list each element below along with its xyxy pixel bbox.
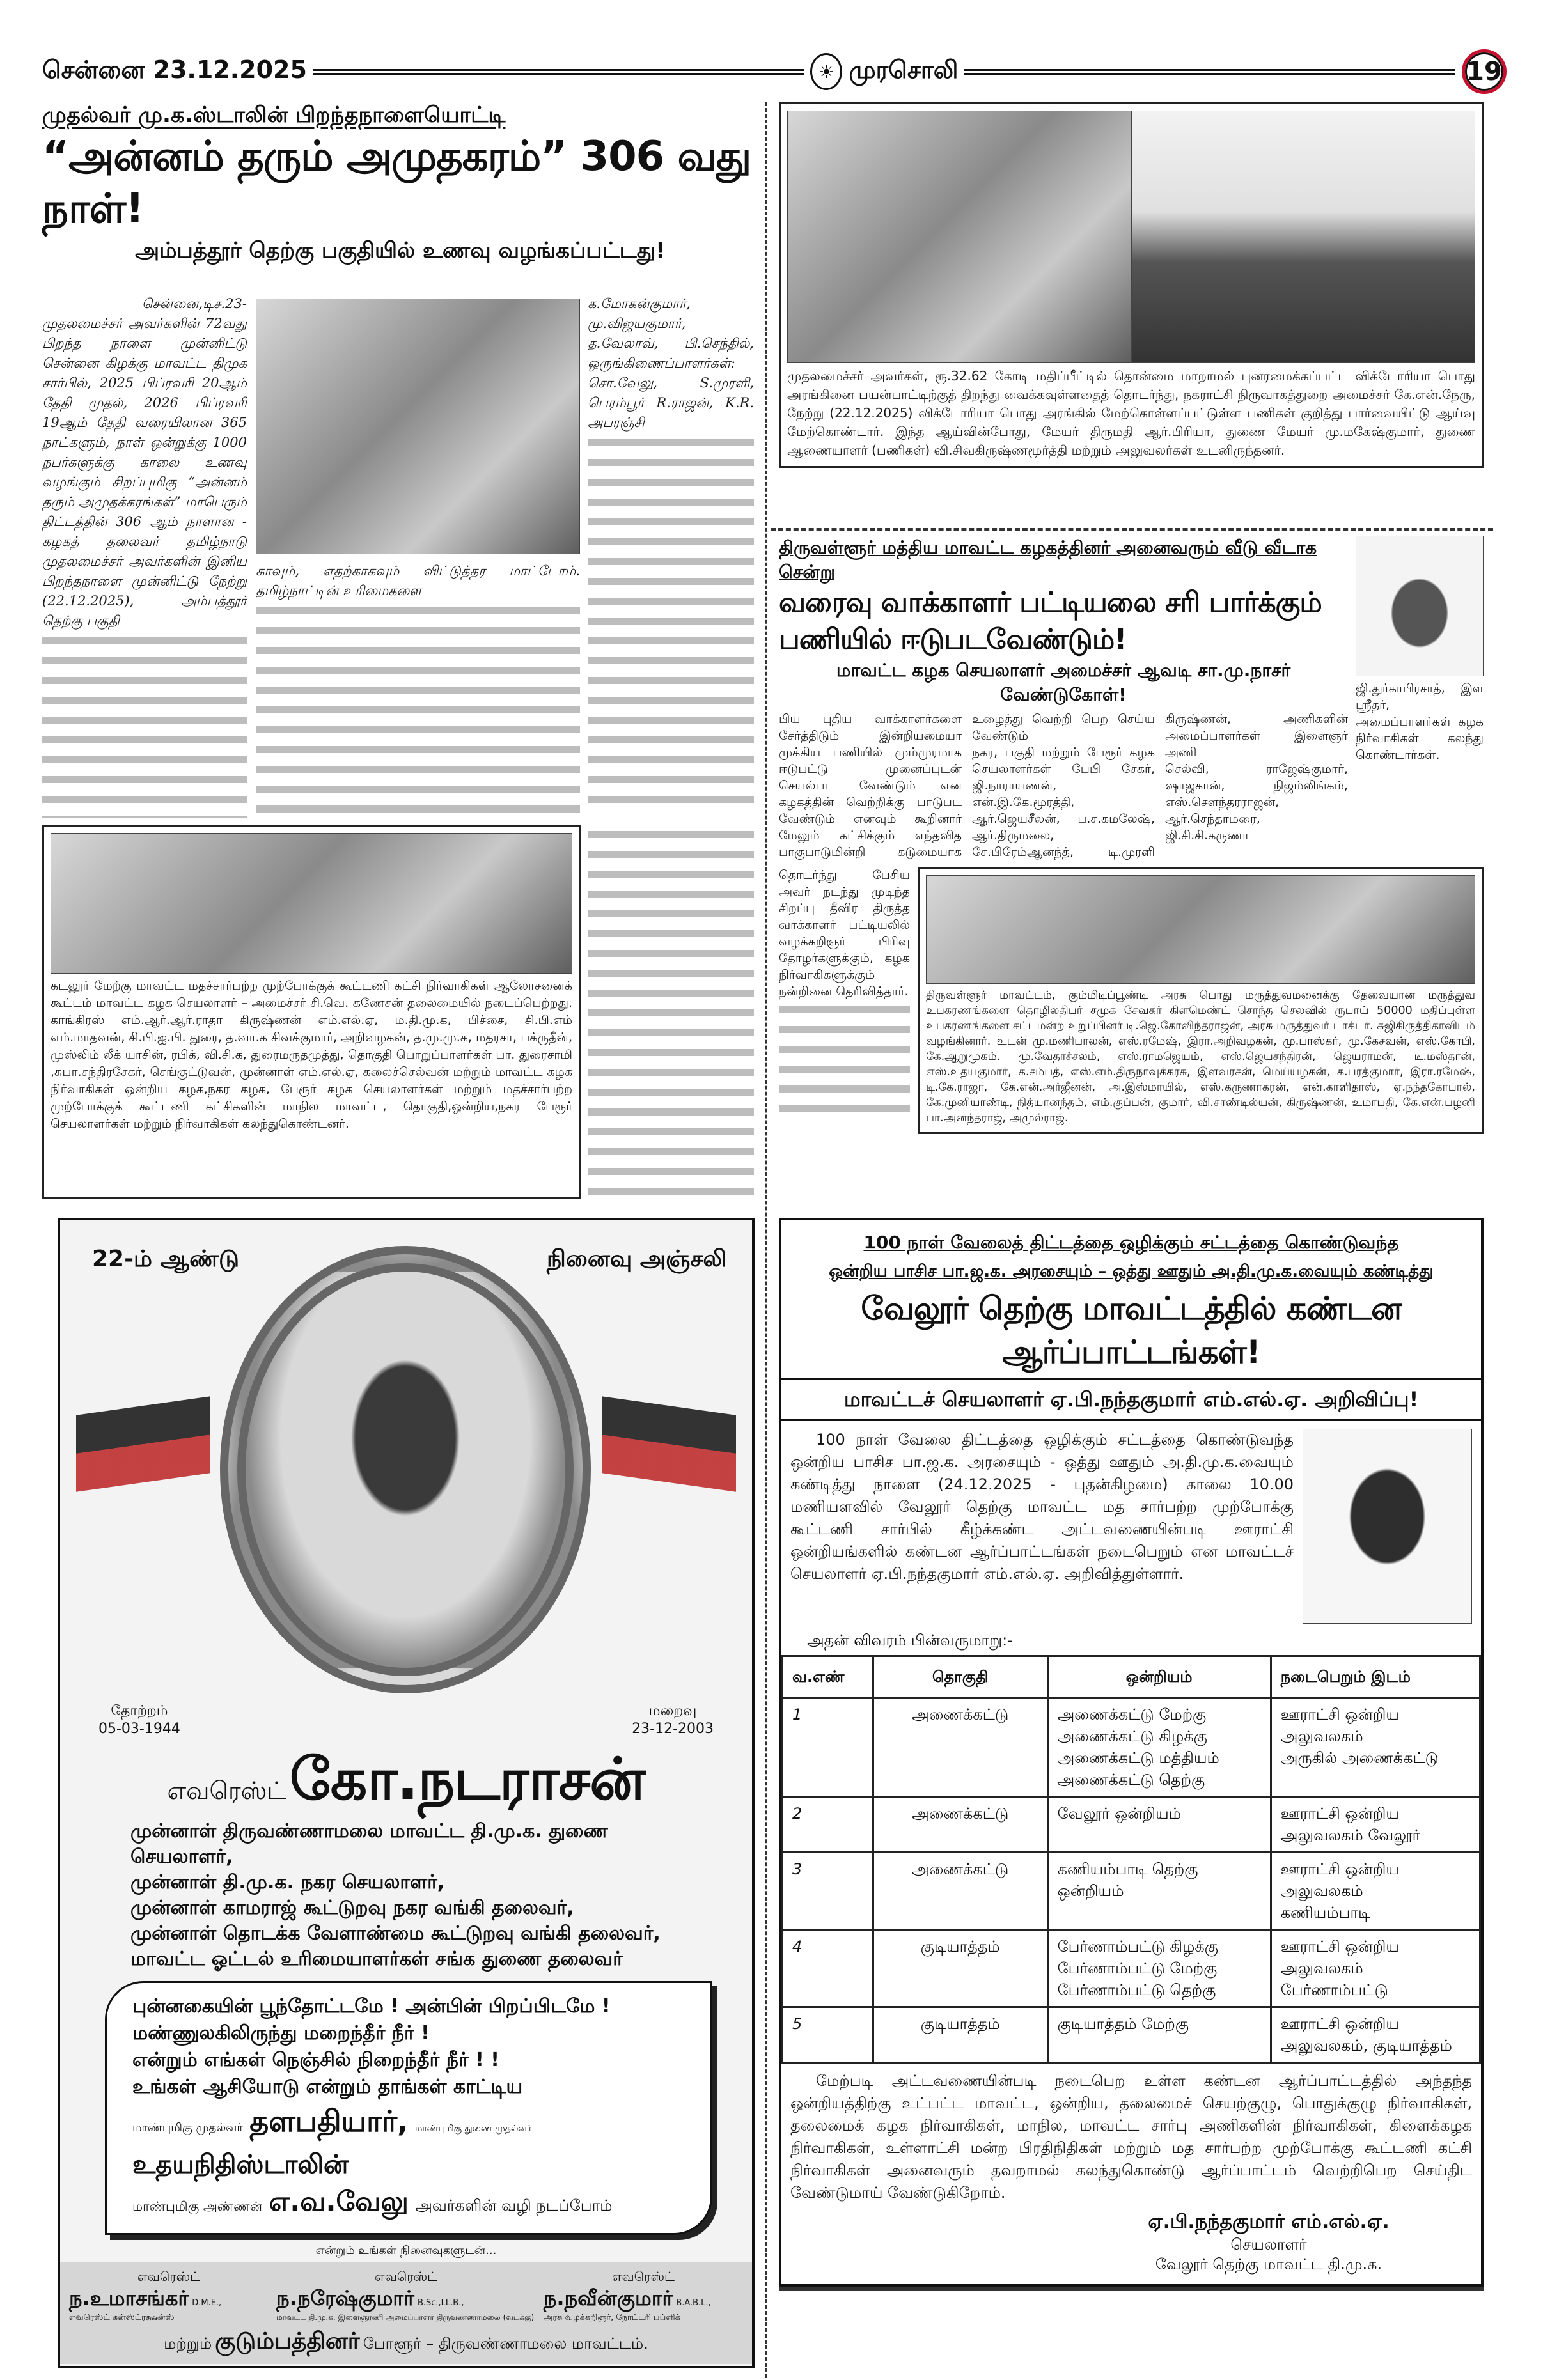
table-header-row [783, 1656, 1480, 1698]
death-value: 23-12-2003 [632, 1721, 714, 1737]
member-prefix: எவரெஸ்ட் [611, 2269, 675, 2284]
member-degree: D.M.E., [192, 2298, 222, 2308]
notice-line1: 100 நாள் வேலைத் திட்டத்தை ஒழிக்கும் சட்டத்தை கொண்டுவந்த [863, 1232, 1399, 1253]
venue-cell: ஊராட்சி ஒன்றிய அலுவலகம் கணியம்பாடி [1271, 1853, 1480, 1930]
death-label: மறைவு [648, 1703, 697, 1719]
constituency-cell: அணைக்கட்டு [873, 1853, 1047, 1930]
article-body: முதலமைச்சர் அவர்களின் 72வது பிறந்த நாளை முன்னிட்டு சென்னை கிழக்கு மாவட்ட திமுக சார்பில், 2025 பிப்ரவரி 20ஆம் தேதி முதல், 2026 பிப்ரவரி 19ஆம் தேதி வரையிலான 365 நாட்களும், நாள் ஒன்றுக்கு 1000 நபர்களுக்கு காலை உணவு வழங்கும் சிறப்புமிகு “அன்னம் தரும் அமுதக்கரங்கள்” மாபெரும் திட்டத்தின் 306 ஆம் நாளான - கழகத் தலைவர் தமிழ்நாடு முதலமைச்சர் அவர்களின் இனிய பிறந்தநாளை முன்னிட்டு நேற்று (22.12.2025), அம்பத்தூர் தெற்கு பகுதி [42, 316, 247, 628]
minister-inspection-photo [787, 111, 1131, 363]
notice-subhead: மாவட்டச் செயலாளர் ஏ.பி.நந்தகுமார் எம்.எல்.ஏ. அறிவிப்பு! [781, 1380, 1481, 1421]
rising-sun-logo-icon: ☀ [810, 53, 842, 90]
dateline: சென்னை,டிச.23- [141, 296, 247, 311]
tribute-line: மண்ணுலகிலிருந்து மறைந்தீர் நீர் ! [132, 2022, 430, 2044]
leader-name: உதயநிதிஸ்டாலின் [132, 2150, 349, 2179]
leaders-row [132, 2185, 685, 2223]
member-degree: B.A.B.L., [676, 2298, 711, 2308]
signoff-place: போளூர் – திருவண்ணாமலை மாவட்டம். [363, 2335, 648, 2353]
member-name: ந.நவீன்குமார் [543, 2286, 673, 2310]
victoria-hall-photo [1131, 111, 1475, 363]
article-body-col3 [588, 294, 754, 818]
article-body-col1 [42, 294, 247, 818]
role-line: மாவட்ட ஓட்டல் உரிமையாளர்கள் சங்க துணை தலைவர் [130, 1948, 623, 1970]
article-main [779, 536, 1348, 860]
edition-date: சென்னை 23.12.2025 [42, 56, 307, 84]
column-dashed-divider [765, 102, 767, 2378]
article-body-col2 [256, 561, 580, 818]
venue-cell: ஊராட்சி ஒன்றிய அலுவலகம் பேர்ணாம்பட்டு [1271, 1930, 1480, 2007]
notice-line2: ஒன்றிய பாசிச பா.ஜ.க. அரசையும் – ஒத்து ஊதும் அ.தி.மு.க.வையும் கண்டித்து [829, 1262, 1434, 1281]
article-text-continued [588, 433, 754, 816]
leader-name: தளபதியார், [249, 2104, 409, 2138]
notice-headline: வேலூர் தெற்கு மாவட்டத்தில் கண்டன ஆர்ப்பாட்டங்கள்! [781, 1283, 1481, 1380]
signoff-text: மற்றும் [164, 2335, 212, 2353]
leader-title: மாண்புமிகு முதல்வர் [132, 2121, 243, 2135]
portrait-photo [246, 1272, 565, 1668]
row-number-cell: 5 [783, 2007, 873, 2063]
memorial-lower [60, 1745, 752, 2364]
member-degree: B.Sc.,LL.B., [417, 2298, 464, 2308]
leader-title: மாண்புமிகு துணை முதல்வர் [415, 2124, 532, 2134]
death-date [632, 1703, 714, 1737]
masthead [42, 52, 1507, 91]
row-number-cell: 2 [783, 1797, 873, 1853]
cuddalore-photo-box [42, 825, 581, 1199]
tribute-line: என்றும் எங்கள் நெஞ்சில் நிறைந்தீர் நீர் ! ! [132, 2049, 499, 2071]
notice-intro: 100 நாள் வேலை திட்டத்தை ஒழிக்கும் சட்டத்தை கொண்டுவந்த ஒன்றிய பாசிச பா.ஜ.க. அரசையும் - ஒத்து ஊதும் அ.தி.மு.க.வையும் கண்டித்து நாளை (24.12.2025 - புதன்கிழமை) காலை 10.00 மணியளவில் வேலூர் தெற்கு மாவட்ட மத சார்பற்ற முற்போக்கு கூட்டணி சார்பில் கீழ்க்கண்ட அட்டவணையின்படி ஊராட்சி ஒன்றியங்களில் கண்டன ஆர்ப்பாட்டங்கள் நடைபெறும் என மாவட்டச் செயலாளர் ஏ.பி.நந்தகுமார் எம்.எல்.ஏ. அறிவித்துள்ளார். [790, 1431, 1294, 1583]
role-line: முன்னாள் தி.மு.க. நகர செயலாளர், [130, 1871, 445, 1894]
union-cell: அணைக்கட்டு மேற்கு அணைக்கட்டு கிழக்கு அணைக்கட்டு மத்தியம் அணைக்கட்டு தெற்கு [1047, 1698, 1271, 1797]
role-line: முன்னாள் தொடக்க வேளாண்மை கூட்டுறவு வங்கி தலைவர், [130, 1922, 661, 1945]
leader-title: மாண்புமிகு அண்ணன் [132, 2198, 263, 2214]
header-rule [964, 69, 1455, 75]
article-headline: வரைவு வாக்காளர் பட்டியலை சரி பார்க்கும் பணியில் ஈடுபடவேண்டும்! [779, 586, 1322, 656]
ornate-frame [220, 1246, 591, 1693]
column-header: ஒன்றியம் [1047, 1656, 1271, 1698]
column-header: வ.எண் [783, 1656, 873, 1698]
member-name: ந.உமாசங்கர் [69, 2286, 189, 2310]
family-footer [60, 2262, 752, 2364]
article-thiruvallur [779, 536, 1484, 1134]
notice-closing: மேற்படி அட்டவணையின்படி நடைபெற உள்ள கண்டன ஆர்ப்பாட்டத்தில் அந்தந்த ஒன்றியத்திற்கு உட்பட்ட மாவட்ட, ஒன்றிய, தலைமைச் செயற்குழு, பொதுக்குழு நிர்வாகிகள், தலைமைக் கழக நிர்வாகிகள், மாநில, மாவட்ட சார்பு அணிகளின் நிர்வாகிகள், கிளைக்கழக நிர்வாகிகள், உள்ளாட்சி மன்ற பிரதிநிதிகள் மற்றும் மத சார்பற்ற முற்போக்கு கூட்டணி கட்சி நிர்வாகிகள் அனைவரும் தவறாமல் கலந்துகொண்டு ஆர்ப்பாட்டம் வெற்றிபெற செய்திட வேண்டுமாய் வேண்டுகிறோம். [790, 2072, 1472, 2202]
signatory-role: செயலாளர் [1230, 2236, 1307, 2253]
article-annam [42, 102, 758, 818]
birth-value: 05-03-1944 [98, 1721, 180, 1737]
member-role: அரசு வழக்கறிஞர், நோட்டரி பப்ளிக் [543, 2313, 680, 2322]
article-body: பிய புதிய வாக்காளர்களை சேர்த்திடும் இன்றியமையா முக்கிய பணியில் மும்முரமாக ஈடுபட்டு முனைப்புடன் செயல்பட வேண்டும் என கழகத்தின் வெற்றிக்கு பாடுபட வேண்டும் எனவும் கூறினார் மேலும் கட்சிக்கும் எந்தவித பாகுபாடுமின்றி கடுமையாக உழைத்து வெற்றி பெற செய்ய வேண்டும் [779, 712, 1155, 859]
article-body: நகர, பகுதி மற்றும் பேரூர் கழக செயலாளர்கள் பேபி சேகர், ஜி.நாராயணன், என்.இ.கே.மூரத்தி, ஆர்.ஜெயசீலன், ப.ச.கமலேஷ், ஆர்.திருமலை, சே.பிரேம்ஆனந்த், டி.முரளி கிருஷ்ணன், அணிகளின் அமைப்பாளர்கள் இளைஞர் அணி [972, 712, 1348, 859]
member-name: ந.நரேஷ்குமார் [276, 2286, 414, 2310]
signoff-family: குடும்பத்தினர் [215, 2328, 360, 2354]
table-row [783, 1853, 1480, 1930]
table-row [783, 1930, 1480, 2007]
article-top-row [779, 536, 1484, 860]
union-cell: குடியாத்தம் மேற்கு [1047, 2007, 1271, 2063]
meeting-photo [51, 833, 572, 974]
constituency-cell: குடியாத்தம் [873, 2007, 1047, 2063]
member-role: மாவட்ட தி.மு.க. இளைஞரணி அமைப்பாளர் திருவண்ணாமலை (வடக்கு) [276, 2313, 535, 2322]
union-cell: வேலூர் ஒன்றியம் [1047, 1797, 1271, 1853]
photo-caption: கடலூர் மேற்கு மாவட்ட மதச்சார்பற்ற முற்போக்குக் கூட்டணி கட்சி நிர்வாகிகள் ஆலோசனைக் கூட்டம் மாவட்ட கழக செயலாளர் – அமைச்சர் சி.வெ. கணேசன் தலைமையில் நடைப்பெற்றது. காங்கிரஸ் எம்.ஆர்.ஆர்.ராதா கிருஷ்ணன் எம்.எல்.ஏ, ம.தி.மு.க, பிச்சை, சி.பி.எம் எம்.மாதவன், சி.பி.ஐ.பி. துரை, த.வா.க சிவக்குமார், அறிவழகன், த.மு.மு.க, மதரசா, பக்ருதீன், முஸ்லிம் லீக் யாசின், ரபிக், வி.சி.க, துரைமருதமுத்து, தொகுதி பொறுப்பாளர்கள் பா. துரைசாமி ,சுபா.சந்திரசேகர், செங்குட்டுவன், முன்னாள் எம்.எல்.ஏ, கலைச்செல்வன் மற்றும் மாவட்ட கழக நிர்வாகிகள் ஒன்றிய கழக,நகர கழக, பேரூர் கழக செயலாளர்கள் மற்றும் மதச்சார்பற்ற முற்போக்குக் கூட்டணி கட்சிகளின் மாநில மாவட்ட, தொகுதி,ஒன்றிய,நகர பேரூர் செயலாளர்கள் மற்றும் நிர்வாகிகள் கலந்துகொண்டனர். [51, 979, 572, 1131]
article-text-continued [588, 825, 754, 1199]
table-intro: அதன் விவரம் பின்வருமாறு:- [807, 1631, 1013, 1649]
victoria-hall-box [779, 102, 1484, 468]
memorial-title: நினைவு அஞ்சலி [546, 1246, 726, 1272]
article-text-continued [256, 601, 580, 818]
page-number: 19 [1462, 49, 1507, 94]
union-cell: பேர்ணாம்பட்டு கிழக்கு பேர்ணாம்பட்டு மேற்கு பேர்ணாம்பட்டு தெற்கு [1047, 1930, 1271, 2007]
article-bottom-row [779, 867, 1484, 1134]
table-row [783, 1797, 1480, 1853]
family-member [276, 2269, 536, 2323]
birth-label: தோற்றம் [111, 1703, 168, 1719]
article-body-left [779, 867, 910, 1134]
member-prefix: எவரெஸ்ட் [137, 2269, 201, 2284]
role-line: முன்னாள் காமராஜ் கூட்டுறவு நகர வங்கி தலைவர், [130, 1897, 574, 1919]
signatory-org: வேலூர் தெற்கு மாவட்ட தி.மு.க. [1155, 2255, 1382, 2273]
article-subhead: மாவட்ட கழக செயலாளர் அமைச்சர் ஆவடி சா.மு.நாசர் வேண்டுகோள்! [836, 660, 1291, 705]
tribute-box [105, 1981, 712, 2235]
venue-cell: ஊராட்சி ஒன்றிய அலுவலகம், குடியாத்தம் [1271, 2007, 1480, 2063]
flag-bearer-right-icon [602, 1396, 736, 1492]
row-number-cell: 3 [783, 1853, 873, 1930]
vellore-notice [779, 1218, 1484, 2287]
article-headline: “அன்னம் தரும் அமுதகரம்” 306 வது நாள்! [42, 133, 751, 233]
hospital-photo-box [918, 867, 1484, 1134]
column-header: நடைபெறும் இடம் [1271, 1656, 1480, 1698]
constituency-cell: அணைக்கட்டு [873, 1698, 1047, 1797]
family-member [544, 2269, 743, 2323]
venue-cell: ஊராட்சி ஒன்றிய அலுவலகம் அருகில் அணைக்கட்டு [1271, 1698, 1480, 1797]
header-rule [313, 69, 804, 75]
leaders-row [132, 2103, 685, 2185]
article-kicker: திருவள்ளூர் மத்திய மாவட்ட கழகத்தினர் அனைவரும் வீடு வீடாக சென்று [779, 537, 1317, 582]
nandakumar-portrait [1303, 1429, 1472, 1624]
article-body: செல்வி, ராஜேஷ்குமார், ஷாஜகான், நிஜம்லிங்கம், எஸ்.சௌந்தரராஜன், ஆர்.செந்தாமரை, ஜி.சி.சி.கருணா [1165, 762, 1348, 843]
union-cell: கணியம்பாடி தெற்கு ஒன்றியம் [1047, 1853, 1271, 1930]
article-subhead: அம்பத்தூர் தெற்கு பகுதியில் உணவு வழங்கப்பட்டது! [135, 238, 666, 263]
memorial-ad [58, 1218, 755, 2368]
tribute-line: உங்கள் ஆசியோடு என்றும் தாங்கள் காட்டிய [132, 2076, 523, 2098]
table-row [783, 2007, 1480, 2063]
row-number-cell: 1 [783, 1698, 873, 1797]
role-line: முன்னாள் திருவண்ணாமலை மாவட்ட தி.மு.க. துணை செயலாளர், [130, 1820, 608, 1868]
tribute-line: புன்னகையின் பூந்தோட்டமே ! அன்பின் பிறப்பிடமே ! [132, 1995, 611, 2018]
article-body: ஜி.துர்காபிரசாத், இள ஸ்ரீதர், அமைப்பாளர்கள் கழக நிர்வாகிகள் கலந்து கொண்டார்கள். [1356, 681, 1484, 762]
column-header: தொகுதி [873, 1656, 1047, 1698]
table-row [783, 1698, 1480, 1797]
constituency-cell: அணைக்கட்டு [873, 1797, 1047, 1853]
article-body: க.மோகன்குமார், மு.விஜயகுமார், த.வேலாவ், பி.செந்தில், ஒருங்கிணைப்பாளர்கள்: சொ.வேலு, S.முரளி, பெரம்பூர் R.ராஜன், K.R. அபரஞ்சி [588, 296, 754, 430]
article-text-continued [42, 631, 247, 818]
paper-name: முரசொலி [849, 56, 959, 84]
memorial-name: கோ.நடராசன் [289, 1746, 645, 1813]
memorial-year: 22-ம் ஆண்டு [92, 1246, 240, 1272]
leader-title: அவர்களின் வழி நடப்போம் [415, 2197, 613, 2214]
venue-cell: ஊராட்சி ஒன்றிய அலுவலகம் வேலூர் [1271, 1797, 1480, 1853]
photo-caption: முதலமைச்சர் அவர்கள், ரூ.32.62 கோடி மதிப்பீட்டில் தொன்மை மாறாமல் புனரமைக்கப்பட்ட விக்டோரியா பொது அரங்கினை பயன்பாட்டிற்குத் திறந்து வைக்கவுள்ளதைத் தொடர்ந்து, நகராட்சி நிருவாகத்துறை அமைச்சர் கே.என்.நேரு, நேற்று (22.12.2025) விக்டோரியா பொது அரங்கில் மேற்கொள்ளப்பட்டுள்ள பணிகள் குறித்து பார்வையிட்டு ஆய்வு மேற்கொண்டார். இந்த ஆய்வின்போது, மேயர் திருமதி ஆர்.பிரியா, துணை மேயர் மு.மகேஷ்குமார், துணை ஆணையாளர் (பணிகள்) வி.சிவகிருஷ்ணமூர்த்தி மற்றும் அலுவலர்கள் உடனிருந்தனர். [787, 368, 1475, 458]
article-kicker: முதல்வர் மு.க.ஸ்டாலின் பிறந்தநாளையொட்டி [42, 102, 506, 128]
article-body: தொடர்ந்து பேசிய அவர் நடந்து முடிந்த சிறப்பு தீவிர திருத்த வாக்காளர் பட்டியலில் வழக்கறிஞர் பிரிவு தோழர்களுக்கும், கழக நிர்வாகிகளுக்கும் நன்றினை தெரிவித்தார். [779, 868, 910, 999]
flag-bearer-left-icon [76, 1396, 210, 1492]
food-distribution-photo [256, 299, 580, 554]
member-role: எவரெஸ்ட் கன்ஸ்ட்ரக்ஷன்ஸ் [69, 2313, 175, 2322]
dashed-divider [771, 528, 1493, 531]
constituency-cell: குடியாத்தம் [873, 1930, 1047, 2007]
article-body-cols [779, 711, 1348, 860]
article-side [1356, 536, 1484, 860]
nasar-portrait [1356, 536, 1484, 676]
member-prefix: எவரெஸ்ட் [374, 2269, 438, 2284]
row-number-cell: 4 [783, 1930, 873, 2007]
memory-line: என்றும் உங்கள் நினைவுகளுடன்... [315, 2244, 497, 2257]
signatory-name: ஏ.பி.நந்தகுமார் எம்.எல்.ஏ. [1148, 2211, 1390, 2233]
family-member [69, 2269, 269, 2323]
article-body: காவும், எதற்காகவும் விட்டுத்தர மாட்டோம். தமிழ்நாட்டின் உரிமைகளை [256, 563, 580, 598]
photo-caption: திருவள்ளூர் மாவட்டம், கும்மிடிப்பூண்டி அரசு பொது மருத்துவமனைக்கு தேவையான மருத்துவ உபகரணங்களை தொழிலதிபர் சமுக சேவகர் கிளமெண்ட் சொந்த செலவில் ரூபாய் 50000 மதிப்புள்ள உபகரணங்களை சட்டமன்ற உறுப்பினர் டி.ஜெ.கோவிந்தராஜன், அரசு மருத்துவர் டாக்டர். சுஜிகிருத்திகாவிடம் வழங்கினார். உடன் மு.மணிபாலன், எஸ்.ரமேஷ், இரா.அறிவழகன், மு.பாஸ்கர், மு.கேசவன், எஸ்.கோபி, கே.ஆறுமுகம். மு.வேதாச்சலம், எஸ்.ராமஜெயம், எஸ்.ஜெயசந்திரன், ஜெயராமன், டி.மஸ்தான், எஸ்.உதயகுமார், க.சம்பத், எஸ்.எம்.திருநாவுக்கரசு, இளவரசன், மெய்யழகன், க.பரத்குமார், இரா.ரமேஷ், டி.கே.ராஜா, கே.என்.அர்ஜீனன், அ.இஸ்மாயில், எஸ்.கருணாகரன், என்.காளிதாஸ், ஏ.நந்தகோபால், கே.முனியாண்டி, நித்யானந்தம், எம்.குப்பன், குமார், வி.சாண்டில்யன், கிருஷ்ணன், உமாபதி, கே.என்.பழனி பா.அனந்தராஜ், அமுல்ராஜ். [926, 989, 1475, 1124]
family-signoff [69, 2328, 743, 2358]
signature-block [1056, 2211, 1481, 2275]
protest-schedule-table [781, 1655, 1481, 2064]
article-text-continued [779, 1000, 910, 1115]
hospital-donation-photo [926, 875, 1475, 984]
leader-name: எ.வ.வேலு [269, 2186, 409, 2217]
notice-intro-section [781, 1421, 1481, 1631]
memorial-roles [60, 1815, 752, 1972]
name-prefix: எவரெஸ்ட் [167, 1777, 286, 1805]
birth-date [98, 1703, 180, 1737]
memorial-name-row [60, 1745, 752, 1815]
